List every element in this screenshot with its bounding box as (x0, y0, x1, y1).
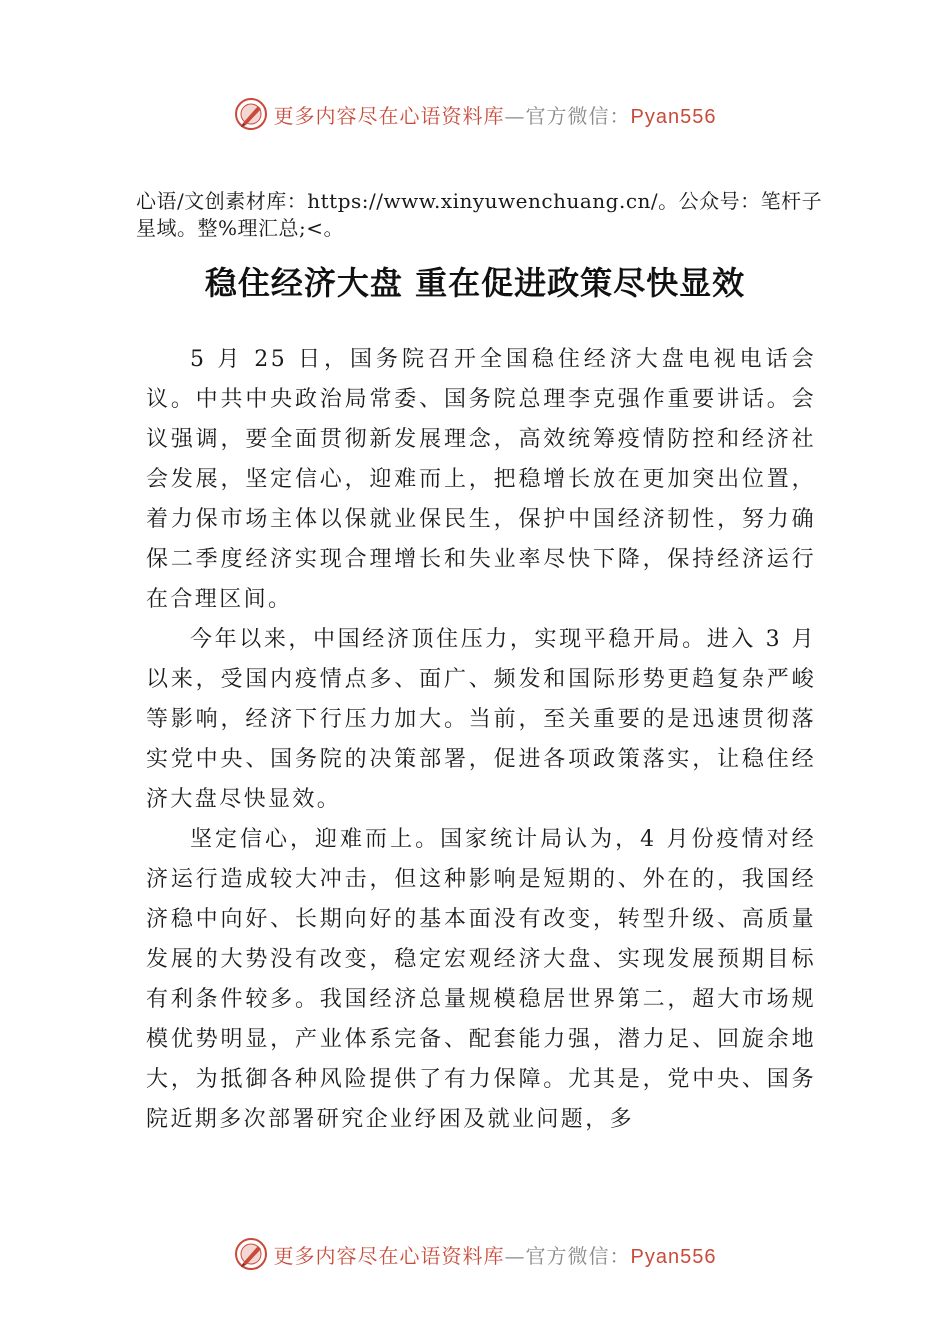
pen-logo-icon (234, 1237, 268, 1271)
watermark-main: 更多内容尽在心语资料库 (273, 1243, 505, 1268)
article-body (146, 340, 816, 1140)
watermark-dash: — (504, 1243, 526, 1268)
paragraph-3: 坚定信心，迎难而上。国家统计局认为，4 月份疫情对经济运行造成较大冲击，但这种影响是短期的、外在的，我国经济稳中向好、长期向好的基本面没有改变，转型升级、高质量发展的大势没有改变，稳定宏观经济大盘、实现发展预期目标有利条件较多。我国经济总量规模稳居世界第二，超大市场规模优势明显，产业体系完备、配套能力强，潜力足、回旋余地大，为抵御各种风险提供了有力保障。尤其是，党中央、国务院近期多次部署研究企业纾困及就业问题，多 (146, 827, 816, 1132)
watermark-wechat-label: 官方微信： (525, 103, 631, 128)
footer-watermark (0, 1234, 950, 1274)
source-line: 心语/文创素材库：https://www.xinyuwenchuang.cn/。公众号：笔杆子星域。整%理汇总;<。 (136, 189, 823, 240)
paragraph-2: 今年以来，中国经济顶住压力，实现平稳开局。进入 3 月以来，受国内疫情点多、面广、频发和国际形势更趋复杂严峻等影响，经济下行压力加大。当前，至关重要的是迅速贯彻落实党中央、国务院的决策部署，促进各项政策落实，让稳住经济大盘尽快显效。 (146, 627, 816, 812)
pen-logo-icon (234, 97, 268, 131)
watermark-text (274, 1240, 717, 1269)
watermark-wechat-id: Pyan556 (630, 105, 717, 128)
document-title: 稳住经济大盘 重在促进政策尽快显效 (204, 264, 746, 302)
watermark-dash: — (504, 103, 526, 128)
watermark-wechat-id: Pyan556 (630, 1245, 717, 1268)
header-watermark (0, 94, 950, 134)
watermark-main: 更多内容尽在心语资料库 (273, 103, 505, 128)
watermark-wechat-label: 官方微信： (525, 1243, 631, 1268)
paragraph-1: 5 月 25 日，国务院召开全国稳住经济大盘电视电话会议。中共中央政治局常委、国务院总理李克强作重要讲话。会议强调，要全面贯彻新发展理念，高效统筹疫情防控和经济社会发展，坚定信心，迎难而上，把稳增长放在更加突出位置，着力保市场主体以保就业保民生，保护中国经济韧性，努力确保二季度经济实现合理增长和失业率尽快下降，保持经济运行在合理区间。 (146, 347, 816, 612)
watermark-text (274, 100, 717, 129)
